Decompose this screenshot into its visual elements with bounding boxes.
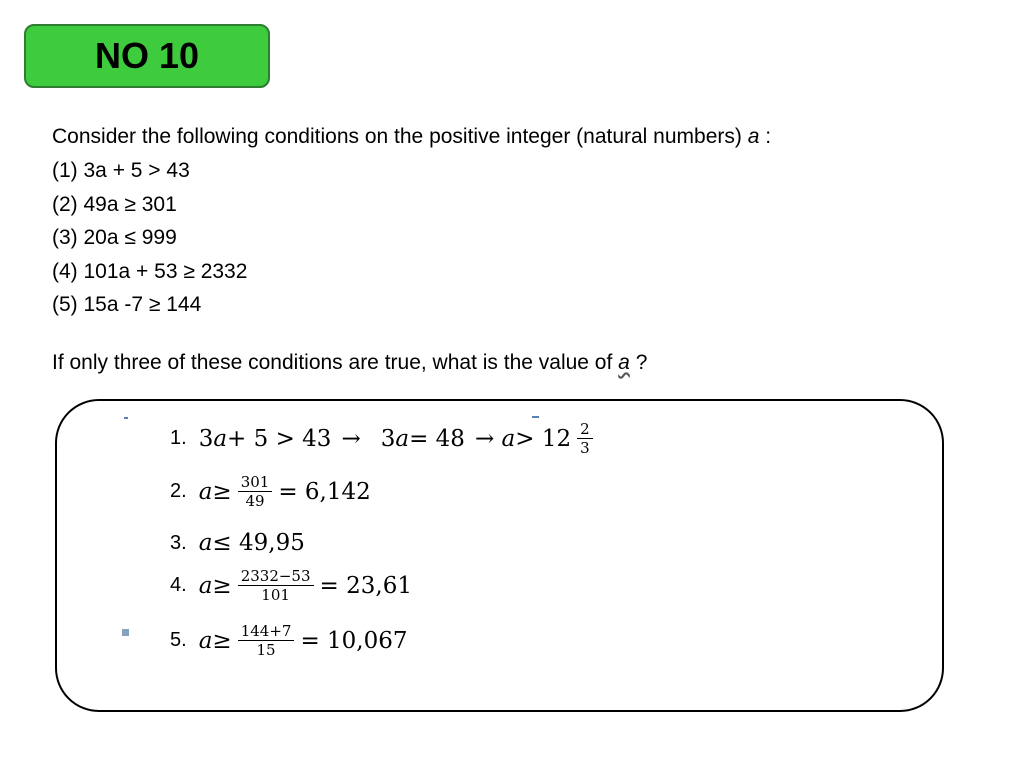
math-text: ≥ (212, 478, 232, 505)
math-text: 3 (198, 425, 214, 452)
math-text: ≥ (212, 627, 232, 654)
intro-text: Consider the following conditions on the positive integer (natural numbers) (52, 125, 748, 148)
math-text: = 48 (409, 425, 465, 452)
math-text: ≤ 49,95 (212, 530, 305, 556)
math-variable: a (198, 572, 213, 599)
solution-step-4 (170, 567, 412, 604)
stray-mark (532, 416, 539, 418)
math-variable: a (198, 627, 213, 654)
conditions-list (52, 154, 247, 322)
math-text: + 5 > 43 (227, 425, 332, 452)
solution-step-1 (170, 420, 599, 457)
solution-step-5 (170, 622, 408, 659)
question-tail: ? (629, 351, 648, 374)
condition-item: (1) 3a + 5 > 43 (52, 159, 190, 182)
condition-item: (4) 101a + 53 ≥ 2332 (52, 259, 248, 283)
math-text: ≥ (212, 572, 232, 599)
math-variable: a (213, 425, 228, 452)
question (52, 346, 647, 379)
condition-item: (2) 49a ≥ 301 (52, 192, 177, 216)
problem-intro (52, 120, 771, 153)
step-number: 2. (170, 480, 187, 502)
problem-number-badge (24, 24, 270, 88)
math-variable: a (501, 425, 516, 452)
math-text: > 12 (515, 425, 572, 452)
fraction: $\frac{2332-53}{101}$ (238, 567, 314, 604)
intro-variable: a (747, 125, 760, 148)
math-variable: a (198, 478, 213, 505)
math-variable: a (395, 425, 410, 452)
math-variable: a (198, 530, 213, 556)
question-text: If only three of these conditions are true, what is the value of (52, 351, 619, 374)
fraction: $\frac{2}{3}$ (577, 420, 593, 457)
bullet-marker (122, 629, 129, 636)
badge-label: NO 10 (94, 35, 200, 76)
solution-step-3 (170, 530, 305, 556)
math-result: = 23,61 (319, 572, 412, 599)
fraction: $\frac{301}{49}$ (238, 473, 273, 510)
condition-item: (5) 15a -7 ≥ 144 (52, 293, 202, 316)
math-result: = 6,142 (278, 478, 371, 505)
arrow: → (341, 425, 361, 452)
stray-mark (124, 417, 128, 419)
arrow: → (474, 425, 495, 452)
condition-item: (3) 20a ≤ 999 (52, 226, 177, 249)
question-variable: a (618, 351, 630, 374)
step-number: 4. (170, 574, 187, 596)
math-text: 3 (380, 425, 396, 452)
step-number: 5. (170, 629, 187, 651)
math-result: = 10,067 (300, 627, 408, 654)
solution-step-2 (170, 473, 371, 510)
fraction: $\frac{144+7}{15}$ (238, 622, 295, 659)
step-number: 1. (170, 427, 187, 449)
intro-tail: : (759, 125, 772, 148)
step-number: 3. (170, 531, 187, 554)
